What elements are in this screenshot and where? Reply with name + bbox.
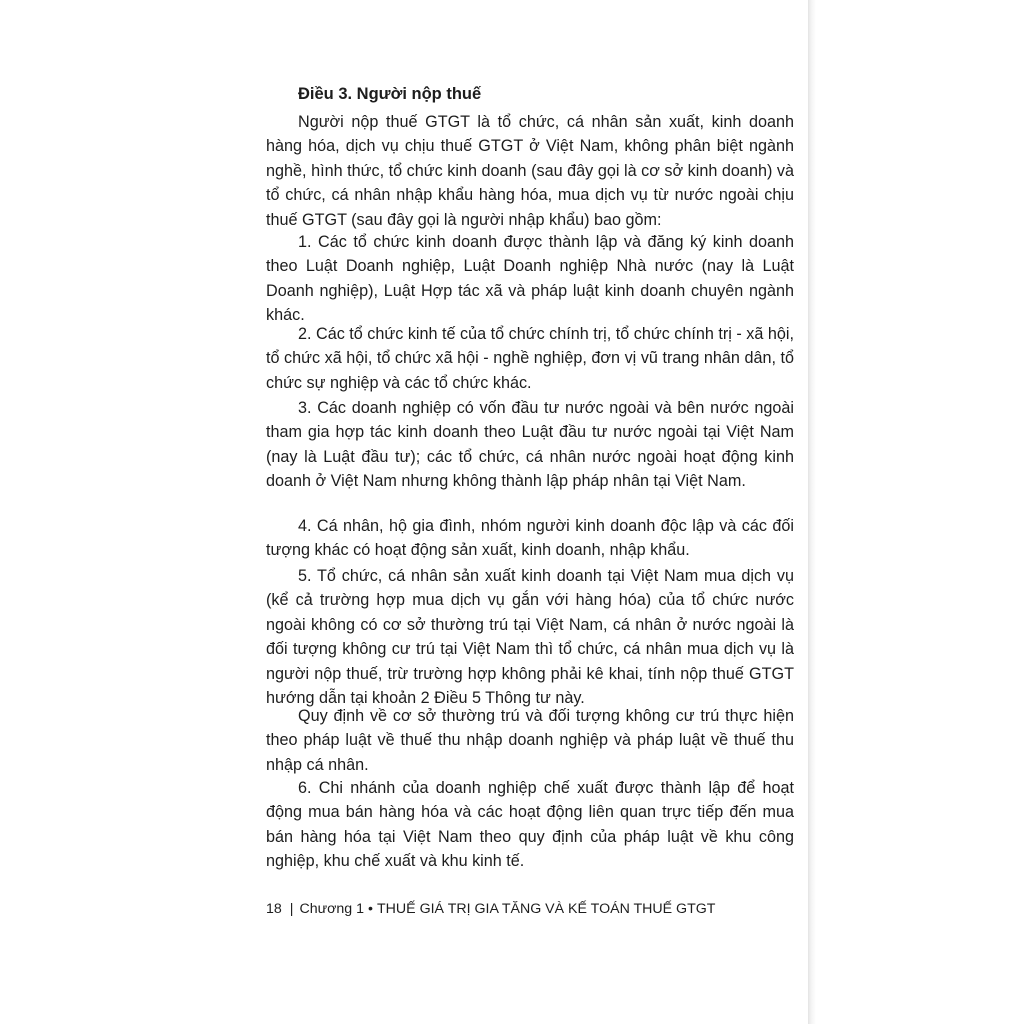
footer-separator: | bbox=[289, 901, 294, 917]
paragraph-item-5: 5. Tổ chức, cá nhân sản xuất kinh doanh tại Việt Nam mua dịch vụ (kể cả trường hợp mua dịch vụ gắn với hàng hóa) của tổ chức nước ngoài không có cơ sở thường trú tại Việt Nam, cá nhân ở nước ngoài là đối tượng không cư trú tại Việt Nam thì tổ chức, cá nhân mua dịch vụ là người nộp thuế, trừ trường hợp không phải kê khai, tính nộp thuế GTGT hướng dẫn tại khoản 2 Điều 5 Thông tư này. bbox=[266, 567, 794, 708]
paragraph-intro: Người nộp thuế GTGT là tổ chức, cá nhân sản xuất, kinh doanh hàng hóa, dịch vụ chịu thuế GTGT ở Việt Nam, không phân biệt ngành nghề, hình thức, tổ chức kinh doanh (sau đây gọi là cơ sở kinh doanh) và tổ chức, cá nhân nhập khẩu hàng hóa, mua dịch vụ từ nước ngoài chịu thuế GTGT (sau đây gọi là người nhập khẩu) bao gồm: bbox=[266, 113, 794, 229]
article-heading: Điều 3. Người nộp thuế bbox=[298, 85, 482, 103]
page-footer bbox=[266, 901, 715, 917]
paragraph-item-6: 6. Chi nhánh của doanh nghiệp chế xuất được thành lập để hoạt động mua bán hàng hóa và các hoạt động liên quan trực tiếp đến mua bán hàng hóa tại Việt Nam theo quy định của pháp luật về khu công nghiệp, khu chế xuất và khu kinh tế. bbox=[266, 779, 794, 871]
paragraph-item-3: 3. Các doanh nghiệp có vốn đầu tư nước ngoài và bên nước ngoài tham gia hợp tác kinh doanh theo Luật đầu tư nước ngoài tại Việt Nam (nay là Luật đầu tư); các tổ chức, cá nhân nước ngoài hoạt động kinh doanh ở Việt Nam nhưng không thành lập pháp nhân tại Việt Nam. bbox=[266, 399, 794, 491]
paragraph-item-4: 4. Cá nhân, hộ gia đình, nhóm người kinh doanh độc lập và các đối tượng khác có hoạt động sản xuất, kinh doanh, nhập khẩu. bbox=[266, 517, 794, 560]
page-number: 18 bbox=[266, 901, 282, 917]
chapter-label: Chương 1 bbox=[299, 901, 365, 917]
paragraph-item-1: 1. Các tổ chức kinh doanh được thành lập và đăng ký kinh doanh theo Luật Doanh nghiệp, Luật Doanh nghiệp Nhà nước (nay là Luật Doanh nghiệp), Luật Hợp tác xã và pháp luật kinh doanh chuyên ngành khác. bbox=[266, 233, 794, 325]
paragraph-residency-note: Quy định về cơ sở thường trú và đối tượng không cư trú thực hiện theo pháp luật về thuế thu nhập doanh nghiệp và pháp luật về thuế thu nhập cá nhân. bbox=[266, 707, 794, 774]
page-edge-shadow bbox=[808, 0, 1024, 1024]
footer-bullet: • bbox=[368, 901, 373, 917]
paragraph-item-2: 2. Các tổ chức kinh tế của tổ chức chính trị, tổ chức chính trị - xã hội, tổ chức xã hội, tổ chức xã hội - nghề nghiệp, đơn vị vũ trang nhân dân, tổ chức sự nghiệp và các tổ chức khác. bbox=[266, 325, 794, 392]
chapter-title: THUẾ GIÁ TRỊ GIA TĂNG VÀ KẾ TOÁN THUẾ GTGT bbox=[377, 901, 716, 917]
